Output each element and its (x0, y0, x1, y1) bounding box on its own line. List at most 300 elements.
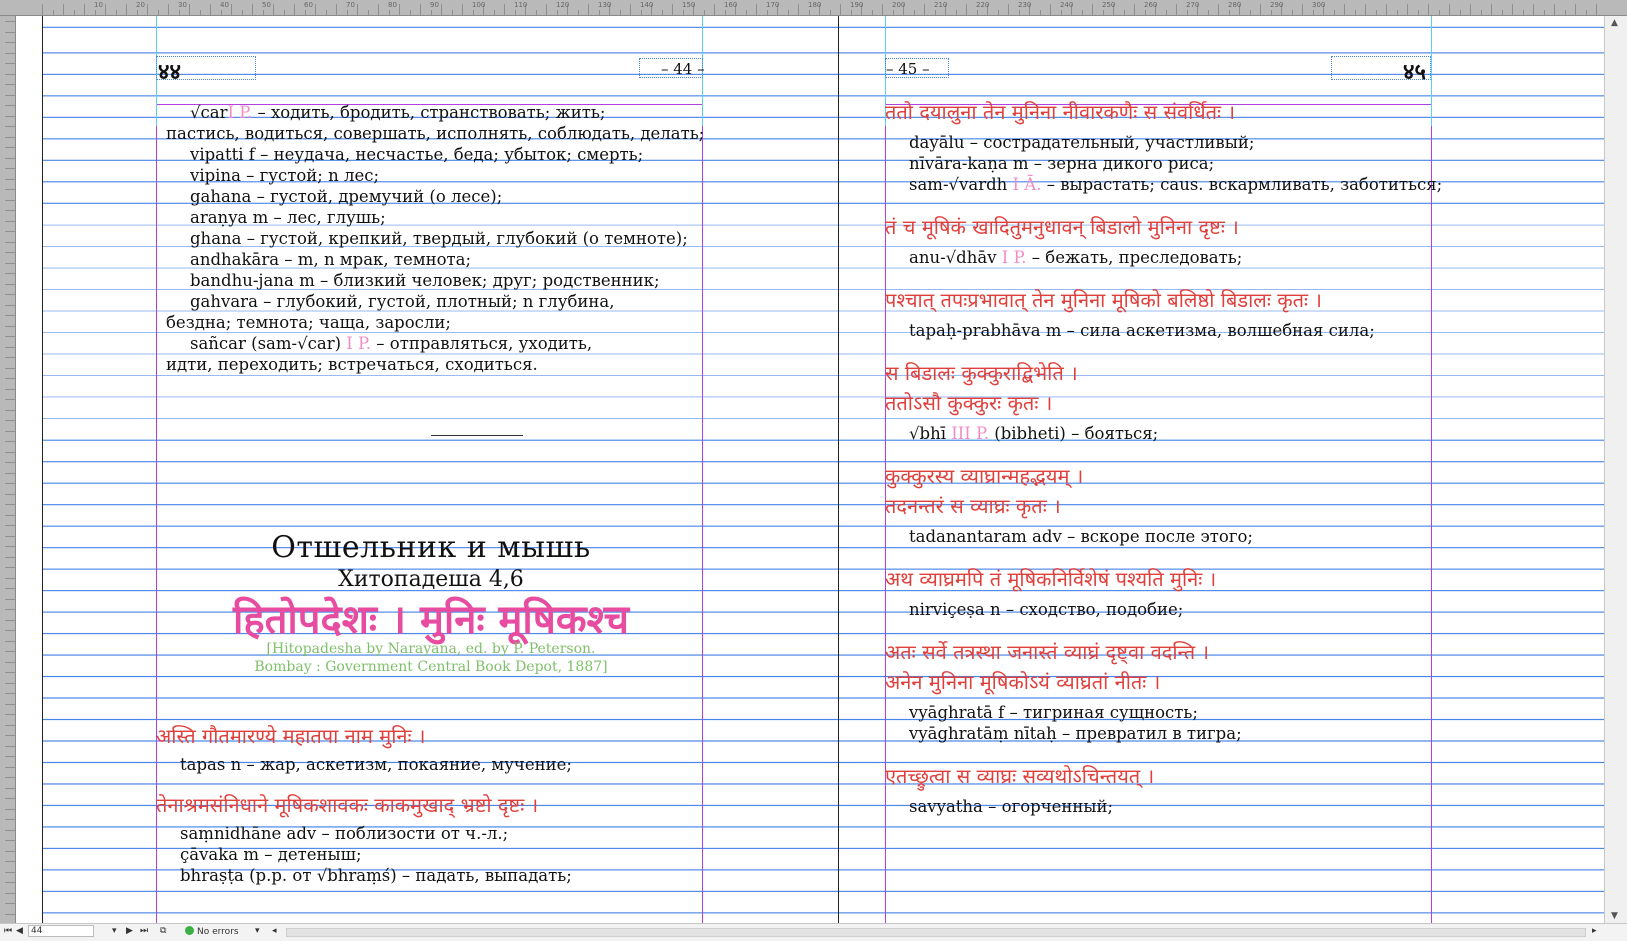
ruler-tick (5, 714, 15, 715)
left-page-glossary-frame[interactable] (166, 102, 706, 375)
ruler-tick (1355, 10, 1356, 15)
verse-line: पश्चात् तपःप्रभावात् तेन मुनिना मूषिको बलिष्ठो बिडालः कृतः । (885, 288, 1322, 312)
ruler-label: 300 (1312, 1, 1326, 9)
ruler-tick (725, 10, 726, 15)
gloss-entry (166, 123, 706, 144)
ruler-tick (977, 10, 978, 15)
gloss-term: tapaḥ-prabhāva (909, 321, 1041, 340)
ruler-tick (546, 4, 547, 15)
ruler-label: 110 (514, 1, 528, 9)
gloss-definition: m – детеныш; (238, 845, 362, 864)
ruler-tick (1260, 4, 1261, 15)
ruler-tick (1145, 10, 1146, 15)
gloss-entry (156, 823, 716, 844)
gloss-definition: – отправляться, уходить, (371, 334, 593, 353)
gloss-term: √car (190, 103, 228, 122)
first-page-icon[interactable]: ⏮ (4, 926, 13, 936)
ruler-tick (221, 10, 222, 15)
ruler-tick (5, 347, 15, 348)
ruler-tick (200, 10, 201, 15)
ruler-tick (294, 4, 295, 15)
ruler-tick (1481, 10, 1482, 15)
ruler-tick (5, 168, 15, 169)
source-line-2: Bombay : Government Central Book Depot, 1887] (254, 659, 608, 675)
ruler-label: 30 (178, 1, 187, 9)
ruler-tick (851, 10, 852, 15)
right-page-text-frame[interactable] (885, 102, 1445, 839)
ruler-tick (966, 4, 967, 15)
page-spread[interactable] (42, 16, 1604, 923)
ruler-tick (809, 10, 810, 15)
ruler-tick (788, 10, 789, 15)
scroll-left-icon[interactable]: ◂ (272, 926, 277, 936)
ruler-tick (1407, 4, 1408, 15)
ruler-tick (935, 10, 936, 15)
ruler-tick (5, 326, 15, 327)
ruler-tick (5, 840, 15, 841)
verse-line: ततोऽसौ कुक्कुरः कृतः । (885, 391, 1053, 415)
ruler-tick (5, 767, 15, 768)
gloss-term: gahvara (190, 292, 258, 311)
ruler-tick (956, 10, 957, 15)
ruler-tick (1050, 4, 1051, 15)
ruler-tick (5, 494, 15, 495)
ruler-tick (231, 4, 232, 15)
ruler-tick (336, 4, 337, 15)
ruler-tick (1061, 10, 1062, 15)
verse-line: तेनाश्रमसंनिधाने मूषिकशावकः काकमुखाद् भ्रष्टो दृष्टः । (156, 793, 539, 817)
ruler-tick (5, 830, 15, 831)
ruler-tick (5, 357, 15, 358)
scroll-right-icon[interactable]: ▸ (1592, 926, 1597, 936)
gloss-entry (885, 526, 1445, 547)
ruler-tick (5, 210, 15, 211)
ruler-tick (1302, 4, 1303, 15)
verse-block (885, 569, 1445, 620)
ruler-tick (5, 221, 15, 222)
ruler-tick (5, 74, 15, 75)
gloss-term: bhraṣṭa (180, 866, 244, 885)
ruler-tick (1491, 4, 1492, 15)
ruler-tick (5, 746, 15, 747)
folio-left: ४४ (158, 59, 181, 85)
ruler-tick (1008, 4, 1009, 15)
ruler-tick (914, 10, 915, 15)
ruler-tick (5, 21, 15, 22)
ruler-tick (1544, 10, 1545, 15)
ruler-tick (5, 609, 15, 610)
ruler-tick (389, 10, 390, 15)
gloss-entry (885, 796, 1445, 817)
pasteboard[interactable] (16, 16, 1605, 923)
gloss-entry (885, 247, 1445, 268)
previous-page-icon[interactable]: ◀ (16, 926, 23, 936)
ruler-tick (74, 10, 75, 15)
grammar-class: I P. (996, 248, 1027, 267)
ruler-tick (1103, 10, 1104, 15)
ruler-label: 40 (220, 1, 229, 9)
gloss-term: √bhī (909, 424, 946, 443)
ruler-tick (5, 452, 15, 453)
grammar-class: I Ā. (1007, 175, 1042, 194)
ruler-tick (5, 651, 15, 652)
ruler-tick (5, 893, 15, 894)
horizontal-ruler[interactable] (0, 0, 1627, 16)
ruler-tick (1575, 4, 1576, 15)
gloss-definition: – вырастать; caus. вскармливать, заботиться; (1041, 175, 1443, 194)
ruler-tick (147, 4, 148, 15)
ruler-tick (5, 914, 15, 915)
ruler-tick (1386, 4, 1387, 15)
gloss-entry (166, 333, 706, 354)
ruler-label: 280 (1228, 1, 1242, 9)
verse-block (885, 642, 1445, 744)
gloss-term: bandhu-jana (190, 271, 294, 290)
ruler-label: 10 (94, 1, 103, 9)
verse-line: अनेन मुनिना मूषिकोऽयं व्याघ्रतां नीतः । (885, 670, 1161, 694)
gloss-definition: – огорченный; (982, 797, 1114, 816)
ruler-tick (1596, 4, 1597, 15)
ruler-tick (263, 10, 264, 15)
ruler-tick (1313, 10, 1314, 15)
ruler-tick (767, 10, 768, 15)
ruler-tick (5, 53, 15, 54)
preflight-status[interactable] (185, 926, 239, 937)
ruler-label: 200 (892, 1, 906, 9)
ruler-tick (179, 10, 180, 15)
gloss-definition: – глубокий, густой, плотный; n глубина, (257, 292, 615, 311)
gloss-term: nirviçeṣa (909, 600, 985, 619)
ruler-tick (378, 4, 379, 15)
ruler-tick (116, 10, 117, 15)
ruler-tick (5, 557, 15, 558)
ruler-tick (1512, 4, 1513, 15)
verse-block (885, 363, 1445, 444)
gloss-entry (885, 723, 1445, 744)
scroll-down-icon[interactable]: ▼ (1611, 911, 1618, 921)
ruler-tick (5, 473, 15, 474)
ruler-tick (5, 536, 15, 537)
ruler-tick (5, 231, 15, 232)
gloss-entry (166, 144, 706, 165)
page-number-right: – 45 – (886, 60, 930, 78)
ruler-tick (1449, 4, 1450, 15)
ruler-tick (410, 10, 411, 15)
scroll-up-icon[interactable]: ▲ (1611, 18, 1618, 28)
gloss-entry (156, 844, 716, 865)
ruler-tick (5, 378, 15, 379)
verse-line: तदनन्तरं स व्याघ्रः कृतः । (885, 494, 1061, 518)
grammar-class: III P. (945, 424, 990, 443)
gloss-term: vipatti (190, 145, 244, 164)
ruler-label: 290 (1270, 1, 1284, 9)
ruler-tick (5, 525, 15, 526)
ruler-tick (5, 336, 15, 337)
ruler-tick (189, 4, 190, 15)
ruler-tick (5, 483, 15, 484)
ruler-tick (5, 683, 15, 684)
ruler-tick (5, 441, 15, 442)
ruler-tick (5, 263, 15, 264)
ruler-tick (5, 200, 15, 201)
ruler-tick (1376, 10, 1377, 15)
spine-line (838, 16, 839, 923)
ruler-label: 140 (640, 1, 654, 9)
ruler-tick (242, 10, 243, 15)
story-subtitle: Хитопадеша 4,6 (338, 567, 524, 592)
left-page-verse-frame[interactable] (156, 726, 716, 886)
ruler-label: 120 (556, 1, 570, 9)
ruler-tick (5, 294, 15, 295)
folio-right: ४५ (1403, 59, 1426, 85)
ruler-tick (5, 242, 15, 243)
ruler-tick (1533, 4, 1534, 15)
ruler-tick (746, 10, 747, 15)
gloss-definition: adv – поблизости от ч.-л.; (281, 824, 509, 843)
ruler-tick (5, 903, 15, 904)
ruler-tick (798, 4, 799, 15)
gloss-term: sañcar (sam-√car) (190, 334, 342, 353)
gloss-term: vyāghratāṃ nītaḥ (909, 724, 1057, 743)
ruler-tick (5, 105, 15, 106)
gloss-definition: m – близкий человек; друг; родственник; (293, 271, 660, 290)
ruler-tick (5, 284, 15, 285)
verse-block (885, 102, 1445, 195)
gloss-term: vyāghratā (909, 703, 993, 722)
ruler-label: 180 (808, 1, 822, 9)
ruler-tick (5, 179, 15, 180)
source-line-1: [Hitopadesha by Narayana, ed. by P. Peterson. (266, 641, 596, 657)
gloss-definition: m – лес, глушь; (247, 208, 386, 227)
gloss-term: anu-√dhāv (909, 248, 997, 267)
ruler-tick (5, 147, 15, 148)
ruler-tick (1271, 10, 1272, 15)
gloss-term: dayālu (909, 133, 965, 152)
ruler-tick (1365, 4, 1366, 15)
ruler-tick (683, 10, 684, 15)
gloss-term: savyatha (909, 797, 983, 816)
ruler-tick (5, 116, 15, 117)
ruler-tick (882, 4, 883, 15)
ruler-label: 270 (1186, 1, 1200, 9)
ruler-tick (368, 10, 369, 15)
ruler-tick (473, 10, 474, 15)
ruler-tick (704, 10, 705, 15)
ruler-tick (1439, 10, 1440, 15)
verse-block (885, 766, 1445, 817)
ruler-label: 190 (850, 1, 864, 9)
ruler-tick (1124, 10, 1125, 15)
ruler-label: 260 (1144, 1, 1158, 9)
horizontal-scrollbar[interactable] (286, 928, 1586, 937)
ruler-tick (5, 273, 15, 274)
ruler-tick (1397, 10, 1398, 15)
gloss-definition: – ходить, бродить, странствовать; жить; (252, 103, 606, 122)
gloss-term: пастись, водиться, совершать, исполнять, соблюдать, делать; (166, 124, 705, 143)
section-divider (431, 435, 523, 436)
ruler-tick (326, 10, 327, 15)
gloss-definition: f – тигриная сущность; (992, 703, 1198, 722)
ruler-tick (641, 10, 642, 15)
ruler-tick (5, 777, 15, 778)
ruler-tick (168, 4, 169, 15)
ruler-tick (756, 4, 757, 15)
ruler-tick (399, 4, 400, 15)
ruler-tick (924, 4, 925, 15)
ruler-tick (5, 504, 15, 505)
ruler-label: 80 (388, 1, 397, 9)
ruler-tick (105, 4, 106, 15)
gloss-definition: – m, n мрак, темнота; (279, 250, 472, 269)
page-number-field[interactable]: 44 (28, 925, 94, 937)
ruler-tick (1208, 10, 1209, 15)
ruler-tick (1292, 10, 1293, 15)
gloss-entry (166, 207, 706, 228)
ruler-tick (95, 10, 96, 15)
ruler-tick (1019, 10, 1020, 15)
verse-block (885, 290, 1445, 341)
ruler-tick (662, 10, 663, 15)
ruler-tick (1502, 10, 1503, 15)
gloss-term: nīvāra-kaṇa (909, 154, 1008, 173)
next-page-icon[interactable]: ▶ (126, 926, 133, 936)
ruler-tick (1344, 4, 1345, 15)
ruler-tick (5, 420, 15, 421)
ruler-tick (5, 851, 15, 852)
ruler-tick (672, 4, 673, 15)
gloss-term: идти, переходить; встречаться, сходиться. (166, 355, 538, 374)
ruler-label: 210 (934, 1, 948, 9)
ruler-label: 230 (1018, 1, 1032, 9)
gloss-definition: – сострадательный, участливый; (964, 133, 1255, 152)
ruler-label: 240 (1060, 1, 1074, 9)
ruler-tick (998, 10, 999, 15)
ruler-label: 90 (430, 1, 439, 9)
ruler-tick (5, 756, 15, 757)
ruler-tick (84, 4, 85, 15)
verse-line: ततो दयालुना तेन मुनिना नीवारकणैः स संवर्धितः । (885, 100, 1236, 124)
source-citation (156, 640, 706, 676)
last-page-icon[interactable]: ⏭ (140, 926, 149, 936)
ruler-tick (1418, 10, 1419, 15)
ruler-tick (1218, 4, 1219, 15)
ruler-tick (5, 158, 15, 159)
ruler-tick (5, 725, 15, 726)
ruler-label: 50 (262, 1, 271, 9)
gloss-term: бездна; темнота; чаща, заросли; (166, 313, 451, 332)
ruler-tick (5, 515, 15, 516)
open-page-icon[interactable]: ⧉ (160, 926, 167, 936)
ruler-tick (158, 10, 159, 15)
ruler-tick (830, 10, 831, 15)
ruler-tick (5, 567, 15, 568)
ruler-tick (452, 10, 453, 15)
gloss-definition: – густой; n лес; (240, 166, 380, 185)
gloss-term: sam-√vardh (909, 175, 1008, 194)
gloss-entry (166, 249, 706, 270)
gloss-term: andhakāra (190, 250, 280, 269)
gloss-entry (166, 186, 706, 207)
ruler-tick (1334, 10, 1335, 15)
verse-line: एतच्छ्रुत्वा स व्याघ्रः सव्यथोऽचिन्तयत् । (885, 764, 1155, 788)
ruler-tick (5, 137, 15, 138)
ruler-tick (431, 10, 432, 15)
gloss-definition: m – сила аскетизма, волшебная сила; (1040, 321, 1375, 340)
ruler-tick (137, 10, 138, 15)
page-number-left: – 44 – (661, 60, 705, 78)
ruler-tick (5, 662, 15, 663)
ruler-tick (347, 10, 348, 15)
ruler-label: 250 (1102, 1, 1116, 9)
gloss-definition: (p.p. от √bhraṃś) – падать, выпадать; (243, 866, 572, 885)
ruler-tick (53, 10, 54, 15)
ruler-label: 160 (724, 1, 738, 9)
gloss-term: vipina (190, 166, 241, 185)
ruler-tick (1134, 4, 1135, 15)
gloss-term: çāvaka (180, 845, 239, 864)
ruler-tick (5, 620, 15, 621)
ruler-tick (5, 431, 15, 432)
ruler-tick (126, 4, 127, 15)
ruler-tick (5, 599, 15, 600)
gloss-entry (166, 228, 706, 249)
page-dropdown-icon[interactable]: ▾ (112, 926, 117, 936)
verse-line: अतः सर्वे तत्रस्था जनास्तं व्याघ्रं दृष्ट्वा वदन्ति । (885, 640, 1210, 664)
gloss-entry (166, 354, 706, 375)
gloss-entry (885, 599, 1445, 620)
ruler-tick (872, 10, 873, 15)
verse-block (885, 466, 1445, 547)
gloss-definition: m – зерна дикого риса; (1007, 154, 1215, 173)
story-title: Отшельник и мышь (271, 530, 591, 565)
ruler-tick (5, 42, 15, 43)
ruler-tick (5, 126, 15, 127)
gloss-definition: (bibheti) – бояться; (989, 424, 1159, 443)
ruler-tick (315, 4, 316, 15)
ruler-tick (252, 4, 253, 15)
ruler-tick (620, 10, 621, 15)
ruler-tick (42, 4, 43, 15)
gloss-entry (156, 865, 716, 886)
ruler-tick (1523, 10, 1524, 15)
ruler-tick (893, 10, 894, 15)
ruler-tick (1187, 10, 1188, 15)
ruler-tick (840, 4, 841, 15)
vertical-ruler[interactable] (0, 16, 16, 923)
gloss-term: gahana (190, 187, 252, 206)
ruler-tick (5, 368, 15, 369)
ruler-tick (5, 546, 15, 547)
ruler-tick (1040, 10, 1041, 15)
ruler-tick (5, 809, 15, 810)
gloss-definition: – густой, крепкий, твердый, глубокий (о темноте); (241, 229, 688, 248)
ruler-tick (5, 704, 15, 705)
preflight-dropdown-icon[interactable]: ▾ (255, 926, 260, 936)
vertical-scrollbar[interactable] (1604, 16, 1627, 923)
grammar-class: I P. (341, 334, 372, 353)
ruler-tick (284, 10, 285, 15)
gloss-entry (885, 423, 1445, 444)
preflight-label: No errors (197, 927, 239, 937)
gloss-entry (156, 754, 716, 775)
sanskrit-title: हितोपदेशः । मुनिः मूषिकश्च (232, 596, 630, 643)
gloss-entry (166, 312, 706, 333)
ruler-label: 150 (682, 1, 696, 9)
ruler-tick (5, 788, 15, 789)
ruler-tick (1229, 10, 1230, 15)
gloss-term: tapas (180, 755, 226, 774)
ruler-tick (5, 84, 15, 85)
